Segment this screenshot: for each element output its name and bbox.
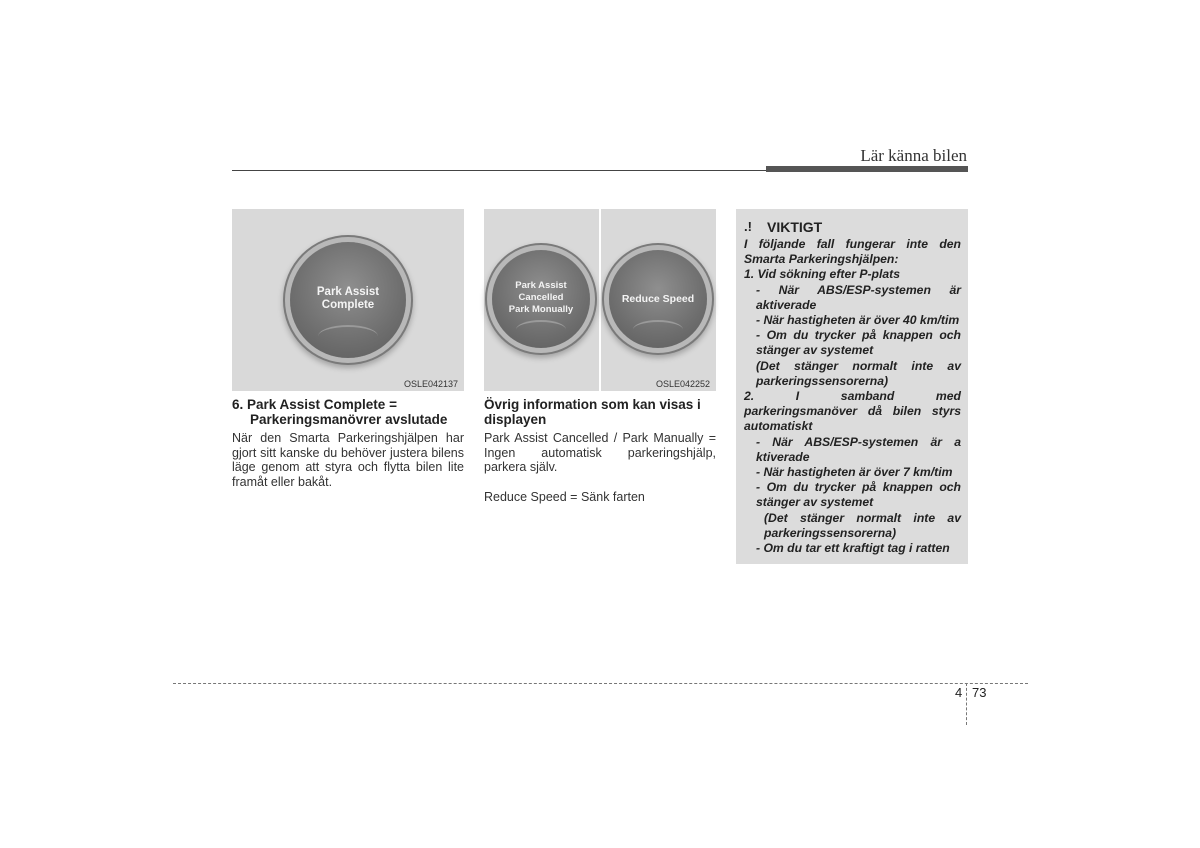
notice-item-1: 1. Vid sökning efter P-plats <box>744 267 900 282</box>
gauge-text-line1: Park Assist <box>515 280 567 291</box>
figure-code: OSLE042137 <box>403 379 458 389</box>
notice-item-2-sub-3: - Om du trycker på knappen och stänger av systemet <box>756 480 961 510</box>
gauge-lower-arc <box>633 320 684 340</box>
paragraph-park-assist-complete: När den Smarta Parkeringshjälpen har gjort sitt kanske du behöver justera bilens läge genom att styra och flytta bilen lite framåt eller bakåt. <box>232 431 464 489</box>
gauge-park-assist-complete <box>290 242 406 358</box>
footer-divider <box>966 683 967 725</box>
notice-item-2-sub-1: - När ABS/ESP-systemen är a ktiverade <box>756 434 961 464</box>
notice-intro: I följande fall fungerar inte den Smarta Parkeringshjälpen: <box>744 237 961 267</box>
notice-title: VIKTIGT <box>767 219 823 235</box>
figure-code: OSLE042252 <box>655 379 710 389</box>
notice-item-2: 2. I samband med parkeringsmanöver då bilen styrs automatiskt <box>744 389 961 434</box>
heading-line1: 6. Park Assist Complete = <box>232 397 397 412</box>
figure-park-assist-complete <box>232 209 464 391</box>
gauge-text-line3: Park Monually <box>508 304 574 315</box>
gauge-lower-arc <box>516 320 567 340</box>
notice-item-2-sub-4: - Om du tar ett kraftigt tag i ratten <box>756 541 950 556</box>
page-header-title: Lär känna bilen <box>860 146 967 165</box>
heading-line2: Parkeringsmanövrer avslutade <box>250 412 448 427</box>
gauge-text-line1: Park Assist <box>316 286 380 298</box>
notice-item-2-note: (Det stänger normalt inte av parkeringssensorerna) <box>764 510 961 540</box>
figure-panel-left <box>484 209 599 391</box>
gauge-text-line2: Cancelled <box>518 292 564 303</box>
header-bar <box>766 166 968 172</box>
gauge-park-assist-cancelled <box>492 250 590 348</box>
footer-rule <box>173 683 1028 684</box>
gauge-lower-arc <box>318 325 378 348</box>
notice-item-1-sub-2: - När hastigheten är över 40 km/tim <box>756 313 960 328</box>
notice-item-1-sub-1: - När ABS/ESP-systemen är aktiverade <box>756 282 961 312</box>
notice-item-1-sub-3: - Om du trycker på knappen och stänger av systemet <box>756 328 961 358</box>
paragraph-reduce-speed: Reduce Speed = Sänk farten <box>484 490 645 504</box>
important-notice-box <box>736 209 968 564</box>
warning-icon: .! <box>744 219 752 234</box>
page-chapter-number: 4 <box>955 685 963 700</box>
notice-item-2-sub-2: - När hastigheten är över 7 km/tim <box>756 465 953 480</box>
section-heading-park-assist-complete <box>232 397 464 427</box>
gauge-text-line2: Complete <box>321 299 375 311</box>
section-heading-other-info: Övrig information som kan visas i displayen <box>484 397 701 427</box>
gauge-text-reduce-speed: Reduce Speed <box>621 293 695 305</box>
figure-panel-right <box>601 209 716 391</box>
gauge-reduce-speed <box>609 250 707 348</box>
figure-other-messages <box>484 209 716 391</box>
header-rule <box>232 170 767 171</box>
paragraph-park-assist-cancelled: Park Assist Cancelled / Park Manually = Ingen automatisk parkeringshjälp, parkera själv. <box>484 431 716 474</box>
notice-item-1-note: (Det stänger normalt inte av parkeringssensorerna) <box>756 358 961 388</box>
page-number: 73 <box>972 685 987 700</box>
notice-content <box>744 237 961 556</box>
